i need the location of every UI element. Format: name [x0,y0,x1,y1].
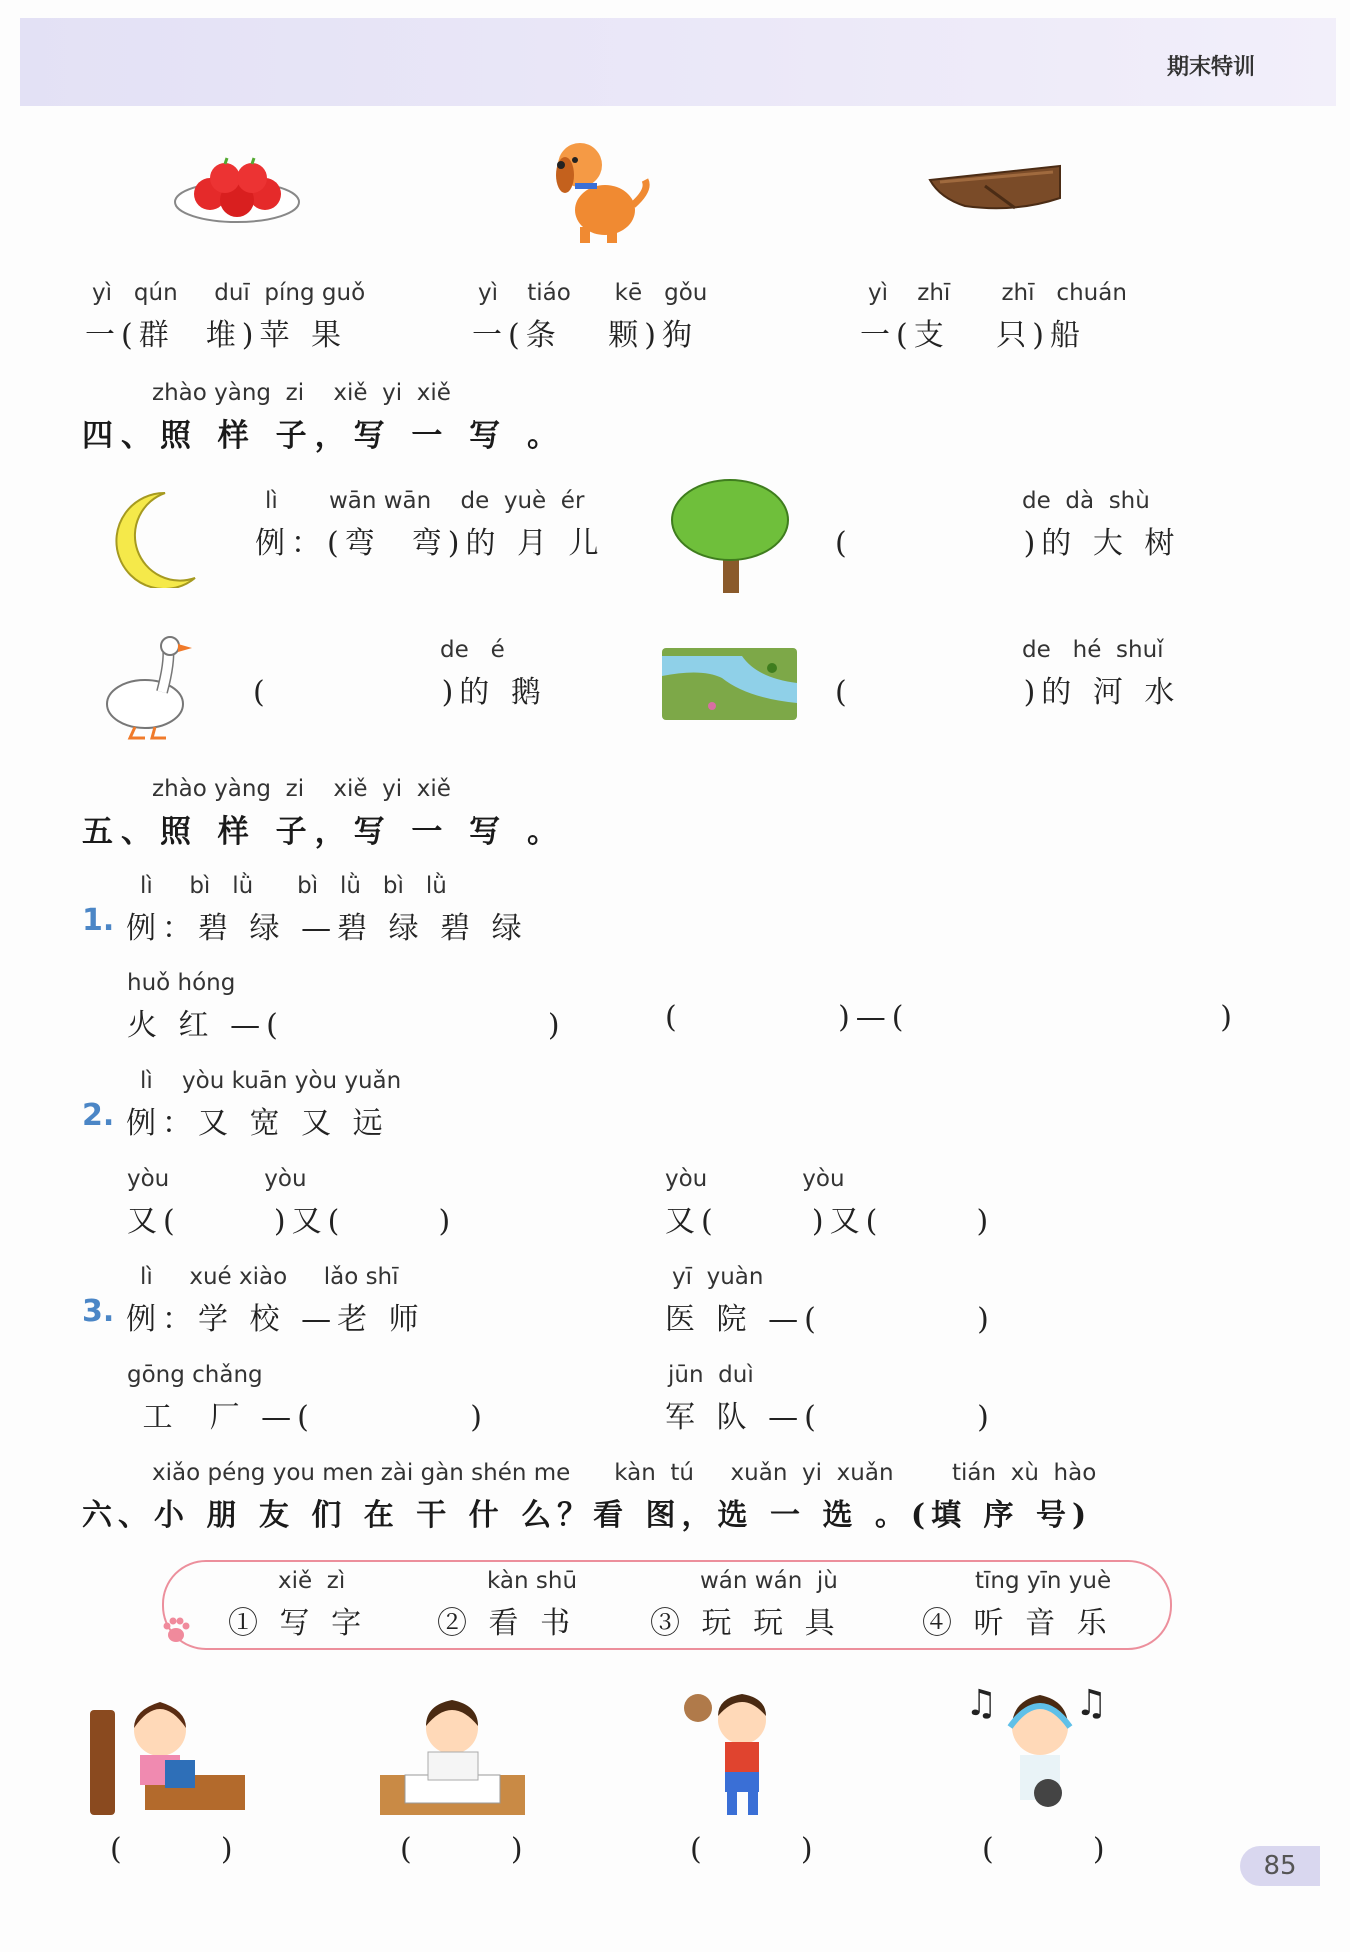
boy-writing-image [380,1690,525,1820]
q2-b-pinyin: yòu yòu [665,1166,845,1192]
q2-pinyin: lì yòu kuān yòu yuǎn [140,1068,402,1094]
option-4: ④ 听 音 乐 [922,1606,1113,1641]
answer-blank-4[interactable]: ( ) [982,1832,1111,1867]
q1-a-pinyin: huǒ hóng [127,970,236,996]
svg-text:♫: ♫ [1075,1683,1108,1724]
paw-icon [160,1615,192,1645]
q3-example: 例：学 校 —老 师 [126,1302,425,1337]
s4-item3-text: ( )的 鹅 [253,675,547,710]
q1-example: 例：碧 绿 —碧 绿 碧 绿 [126,911,528,946]
q3-number: 3. [82,1294,115,1329]
q1-pinyin: lì bì lǜ bì lǜ bì lǜ [140,873,447,899]
boat-image [925,158,1065,218]
measure-2-pinyin: yì tiáo kē gǒu [478,280,708,306]
q2-number: 2. [82,1098,115,1133]
q3-a-text: 医 院 —( ) [665,1302,995,1337]
apple-plate-image [170,150,305,230]
q3-pinyin: lì xué xiào lǎo shī [140,1264,399,1290]
section5-title-pinyin: zhào yàng zi xiě yi xiě [152,776,451,802]
moon-image [95,488,205,588]
section4-title: 四、照 样 子，写 一 写 。 [82,418,566,454]
section6-title-pinyin: xiǎo péng you men zài gàn shén me kàn tú xuǎn yi xuǎn tián xù hào [152,1460,1097,1486]
q1-b-text: ( )—( ) [665,1000,1238,1035]
section6-title: 六、小 朋 友 们 在 干 什 么？看 图，选 一 选 。(填 序 号) [82,1498,1093,1533]
answer-blank-1[interactable]: ( ) [110,1832,239,1867]
measure-1-pinyin: yì qún duī píng guǒ [92,280,366,306]
answer-blank-3[interactable]: ( ) [690,1832,819,1867]
s4-item3-pinyin: de é [440,637,505,663]
svg-text:♫: ♫ [965,1683,998,1724]
option-3-pinyin: wán wán jù [700,1568,838,1594]
s4-item2-pinyin: de dà shù [1022,488,1150,514]
section4-title-pinyin: zhào yàng zi xiě yi xiě [152,380,451,406]
option-2-pinyin: kàn shū [487,1568,578,1594]
q2-example: 例：又 宽 又 远 [126,1106,389,1141]
s4-item4-pinyin: de hé shuǐ [1022,637,1164,663]
measure-3-text: 一(支 只)船 [860,318,1087,353]
q1-number: 1. [82,903,115,938]
option-1-pinyin: xiě zì [278,1568,346,1594]
option-3: ③ 玩 玩 具 [650,1606,841,1641]
goose-image [100,632,195,742]
section5-title: 五、照 样 子，写 一 写 。 [82,814,566,850]
s4-item1-pinyin: lì wān wān de yuè ér [265,488,585,514]
answer-blank-2[interactable]: ( ) [400,1832,529,1867]
q3-c-pinyin: gōng chǎng [127,1362,263,1388]
q3-d-text: 军 队 —( ) [665,1400,995,1435]
page-number: 85 [1240,1846,1320,1886]
river-image [662,648,797,720]
s4-item4-text: ( )的 河 水 [835,675,1181,710]
q3-c-text: 工 厂 —( ) [127,1400,488,1435]
q1-a-text: 火 红 —( ) [127,1008,566,1043]
measure-2-text: 一(条 颗)狗 [472,318,699,353]
option-2: ② 看 书 [437,1606,577,1641]
q2-a-text: 又( )又( ) [127,1204,457,1239]
boy-toy-image [680,1680,800,1820]
header-band [20,18,1336,106]
q2-b-text: 又( )又( ) [665,1204,995,1239]
dog-image [545,135,655,245]
s4-item2-text: ( )的 大 树 [835,526,1181,561]
measure-3-pinyin: yì zhī zhī chuán [868,280,1127,306]
tree-image [668,478,793,598]
option-4-pinyin: tīng yīn yuè [975,1568,1112,1594]
header-title: 期末特训 [1166,55,1255,80]
q3-a-pinyin: yī yuàn [672,1264,764,1290]
option-1: ① 写 字 [228,1606,368,1641]
girl-reading-image [90,1690,245,1820]
girl-music-image [965,1675,1115,1820]
q3-d-pinyin: jūn duì [668,1362,754,1388]
s4-item1-text: 例：(弯 弯)的 月 儿 [255,526,605,561]
q2-a-pinyin: yòu yòu [127,1166,307,1192]
measure-1-text: 一(群 堆)苹 果 [85,318,348,353]
